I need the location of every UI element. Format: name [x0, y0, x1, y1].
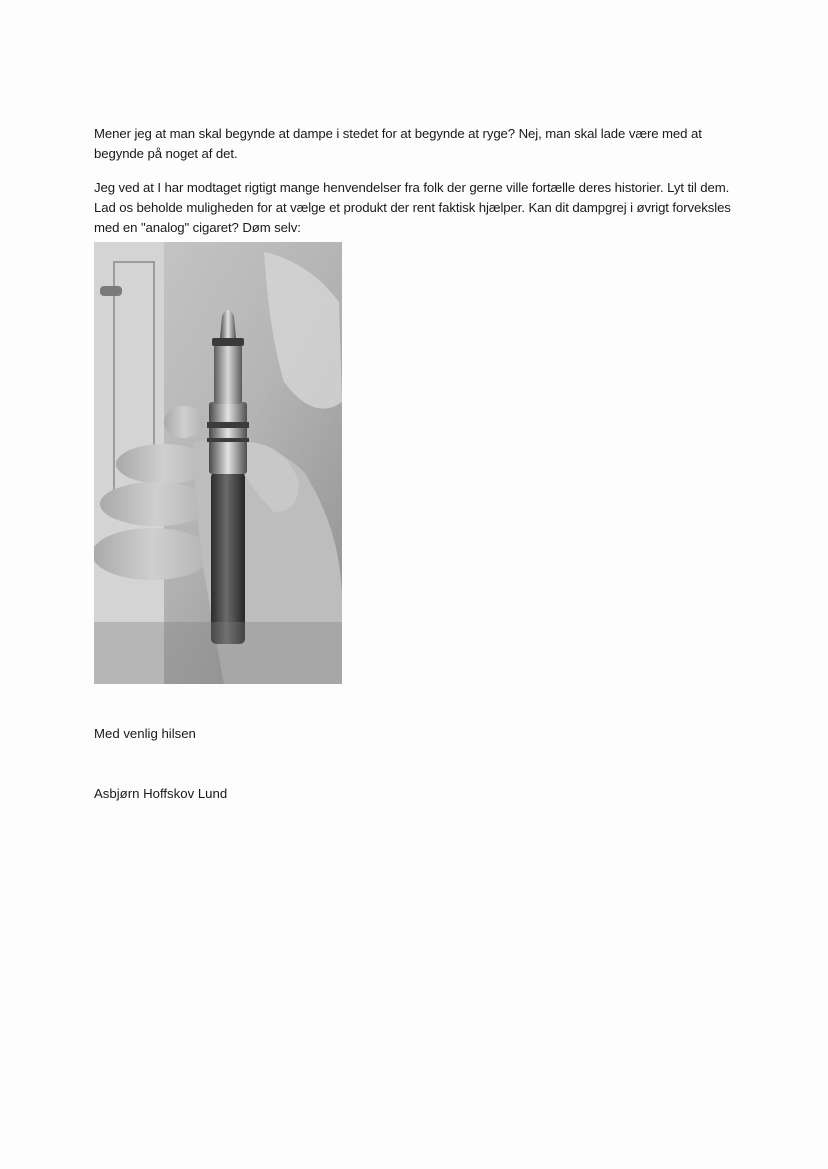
- closing-greeting: Med venlig hilsen: [94, 726, 196, 741]
- e-cigarette-photo: [94, 242, 342, 684]
- signature-name: Asbjørn Hoffskov Lund: [94, 786, 228, 801]
- paragraph-2: Jeg ved at I har modtaget rigtigt mange henvendelser fra folk der gerne ville fortælle deres historier. Lyt til dem. Lad os beholde muligheden for at vælge et produkt der rent faktisk hjælper. Kan dit dampgrej i øvrigt forveksles med en "analog" cigaret? Døm selv:: [94, 180, 731, 235]
- paragraph-1: Mener jeg at man skal begynde at dampe i stedet for at begynde at ryge? Nej, man skal lade være med at begynde på noget af det.: [94, 126, 702, 161]
- photo-illustration: [94, 242, 342, 684]
